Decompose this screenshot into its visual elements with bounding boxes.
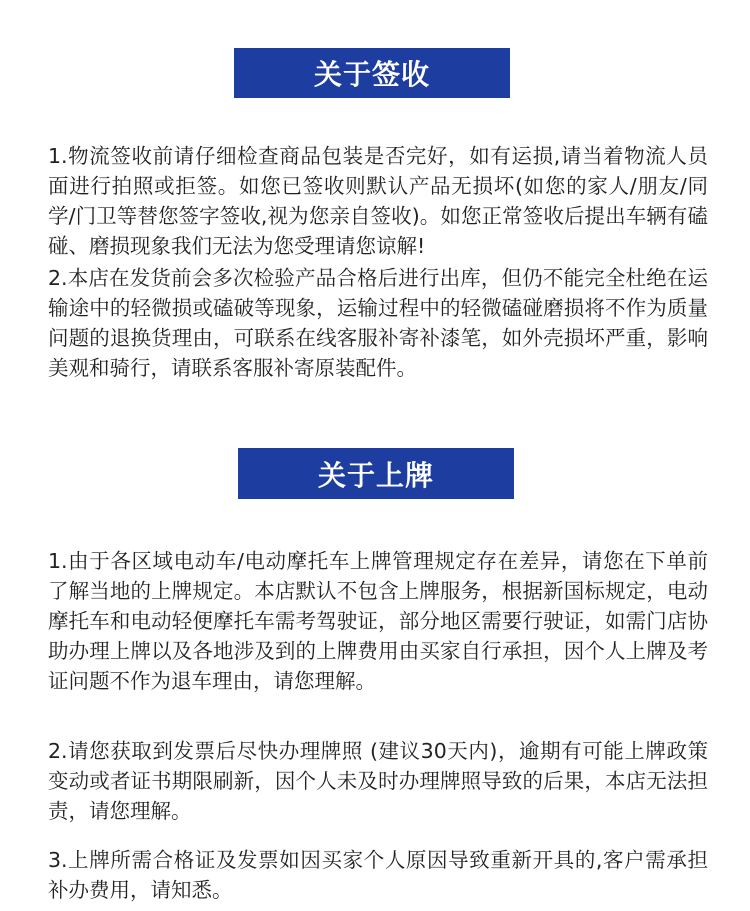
signing-paragraph-1: 1.物流签收前请仔细检查商品包装是否完好，如有运损,请当着物流人员面进行拍照或拒签。如您已签收则默认产品无损坏(如您的家人/朋友/同学/门卫等替您签字签收,视为您亲自签收)。如您正常签收后提出车辆有磕碰、磨损现象我们无法为您受理请您谅解! bbox=[48, 144, 708, 258]
section-title-registration: 关于上牌 bbox=[238, 448, 514, 499]
section-title-signing: 关于签收 bbox=[234, 48, 510, 98]
registration-paragraph-1: 1.由于各区域电动车/电动摩托车上牌管理规定存在差异，请您在下单前了解当地的上牌规定。本店默认不包含上牌服务，根据新国标规定，电动摩托车和电动轻便摩托车需考驾驶证，部分地区需要行驶证，如需门店协助办理上牌以及各地涉及到的上牌费用由买家自行承担，因个人上牌及考证问题不作为退车理由，请您理解。 bbox=[48, 549, 708, 693]
signing-paragraph-2: 2.本店在发货前会多次检验产品合格后进行出库，但仍不能完全杜绝在运输途中的轻微损或磕破等现象，运输过程中的轻微磕碰磨损将不作为质量问题的退换货理由，可联系在线客服补寄补漆笔，如外壳损坏严重，影响美观和骑行，请联系客服补寄原装配件。 bbox=[48, 266, 708, 380]
registration-paragraph-3: 3.上牌所需合格证及发票如因买家个人原因导致重新开具的,客户需承担补办费用，请知悉。 bbox=[48, 848, 708, 902]
registration-paragraph-2: 2.请您获取到发票后尽快办理牌照 (建议30天内)，逾期有可能上牌政策变动或者证书期限刷新，因个人未及时办理牌照导致的后果，本店无法担责，请您理解。 bbox=[48, 739, 708, 823]
